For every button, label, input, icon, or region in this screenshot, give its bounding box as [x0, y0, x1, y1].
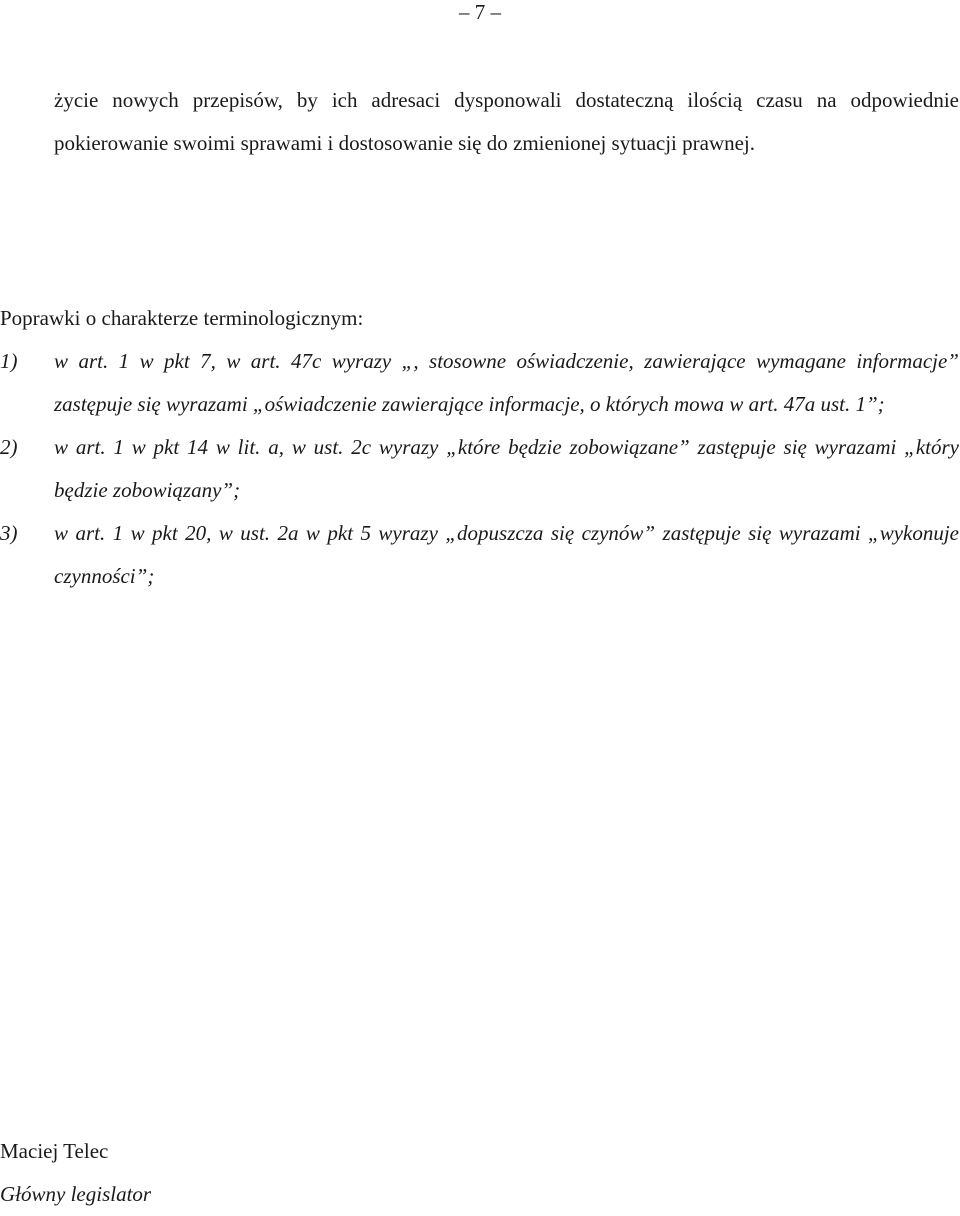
amendment-number: 3) [0, 521, 18, 545]
intro-paragraph: życie nowych przepisów, by ich adresaci dysponowali dostateczną ilością czasu na odpowiednie pokierowanie swoimi sprawami i dostosowanie się do zmienionej sytuacji prawnej. [54, 88, 959, 155]
amendment-item-2 [0, 426, 959, 512]
page-number: – 7 – [459, 0, 501, 24]
amendment-item-3 [0, 512, 959, 598]
signatory-name: Maciej Telec [0, 1139, 109, 1163]
amendment-text: w art. 1 w pkt 7, w art. 47c wyrazy „, stosowne oświadczenie, zawierające wymagane informacje” zastępuje się wyrazami „oświadczenie zawierające informacje, o których mowa w art. 47a ust. 1”; [54, 349, 959, 416]
signatory-role: Główny legislator [0, 1182, 152, 1206]
amendment-number: 2) [0, 435, 18, 459]
amendment-text: w art. 1 w pkt 14 w lit. a, w ust. 2c wyrazy „które będzie zobowiązane” zastępuje się wyrazami „który będzie zobowiązany”; [54, 435, 959, 502]
amendment-number: 1) [0, 349, 18, 373]
amendments-list [0, 340, 960, 598]
amendments-heading: Poprawki o charakterze terminologicznym: [0, 306, 364, 330]
signature-block [0, 1130, 151, 1216]
amendment-text: w art. 1 w pkt 20, w ust. 2a w pkt 5 wyrazy „dopuszcza się czynów” zastępuje się wyrazami „wykonuje czynności”; [54, 521, 959, 588]
amendment-item-1 [0, 340, 959, 426]
